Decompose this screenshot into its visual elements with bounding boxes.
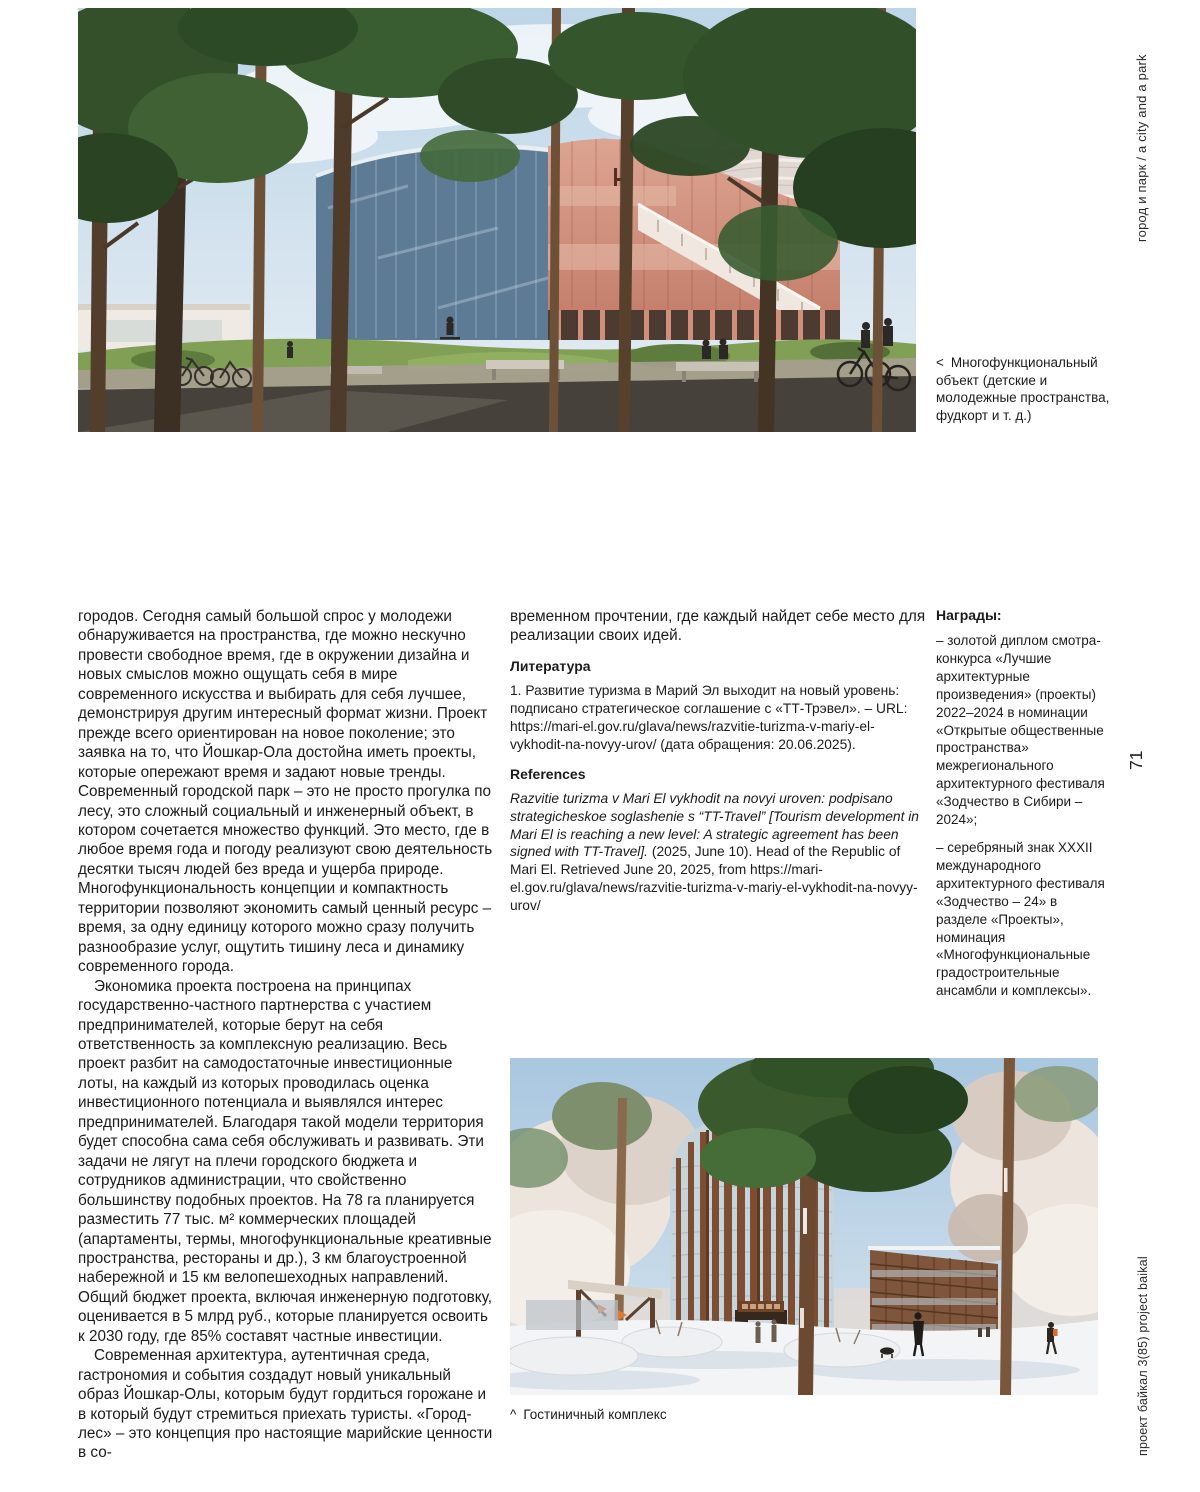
bottom-photo: [510, 1058, 1098, 1395]
journal-imprint-vertical: проект байкал 3(85) project baikal: [1136, 1256, 1150, 1456]
awards-column: [936, 607, 1112, 1010]
article-paragraph: городов. Сегодня самый большой спрос у молодежи обнаруживается на пространства, где можно нескучно провести свободное время, где в окружении дизайна и новых смыслов можно ощущать себя в мире современного искусства и выбирать для себя лучшее, демонстрируя другим интересный формат жизни. Проект прежде всего ориентирован на новое поколение; это заявка на то, что Йошкар-Ола достойна иметь проекты, которые опережают время и задают новые тренды. Современный городской парк – это не просто прогулка по лесу, это сложный социальный и инженерный объект, в котором сочетается множество функций. Это место, где в любое время года и погоду реализуют свою деятельность десятки тысяч людей без вреда и ущерба природе. Многофункциональность концепции и компактность территории позволяют экономить самый ценный ресурс – время, за одну единицу которого можно сразу получить разнообразие услуг, ощутить тишину леса и динамику современного города.: [78, 608, 493, 976]
bottom-photo-caption: [510, 1406, 930, 1424]
page-number: 71: [1126, 750, 1146, 770]
article-paragraph: временном прочтении, где каждый найдет себе место для реализации своих идей.: [510, 608, 926, 645]
top-photo-illustration: [78, 8, 916, 432]
top-photo-caption-text: Многофункциональный объект (детские и молодежные пространства, фудкорт и т. д.): [936, 355, 1110, 423]
article-paragraph: Экономика проекта построена на принципах государственно-частного партнерства с участием предпринимателей, которые берут на себя ответственность за комплексную реализацию. Весь проект разбит на самодостаточные инвестиционные лоты, на каждый из которых проводилась оценка инвестиционного потенциала и выявлялся интерес предпринимателей. Благодаря такой модели территория будет способна сама себя обслуживать и развивать. Эти задачи не лягут на плечи городского бюджета и сотрудников администрации, что свойственно большинству подобных проектов. На 78 га планируется разместить 77 тыс. м² коммерческих площадей (апартаменты, термы, многофункциональные креативные пространства, рестораны и др.), 3 км благоустроенной набережной и 15 км велопешеходных направлений. Общий бюджет проекта, включая инженерную подготовку, оценивается в 5 млрд руб., которые планируется освоить к 2030 году, где 85% составят частные инвестиции.: [78, 977, 492, 1345]
reference-title-italic: Razvitie turizma v Mari El vykhodit na novyi uroven: podpisano strategicheskoe soglashenie s “TT-Travel” [Tourism development in Mari El is reaching a new level: A strategic agreement has been signed with TT-Travel].: [510, 791, 919, 860]
reference-item: [510, 790, 926, 915]
article-column-2: [510, 607, 926, 915]
literature-heading: Литература: [510, 657, 591, 674]
award-item: – золотой диплом смотра-конкурса «Лучшие архитектурные произведения» (проекты) 2022–2024 в номинации «Открытые общественные пространства» межрегионального архитектурного фестиваля «Зодчество в Сибири – 2024»;: [936, 633, 1105, 828]
top-photo: [78, 8, 916, 432]
caption-arrow-left-icon: <: [936, 355, 944, 370]
literature-item: 1. Развитие туризма в Марий Эл выходит на новый уровень: подписано стратегическое соглашение с «ТТ-Трэвел». – URL: https://mari-el.gov.ru/glava/news/razvitie-turizma-v-mariy-el-vykhodit-na-novyy-urov/ (дата обращения: 20.06.2025).: [510, 683, 908, 752]
section-rubric-vertical: город и парк / a city and a park: [1134, 54, 1149, 242]
award-item: – серебряный знак XXXII международного архитектурного фестиваля «Зодчество – 24» в разделе «Проекты», номинация «Многофункциональные градостроительные ансамбли и комплексы».: [936, 839, 1105, 999]
bottom-photo-caption-text: Гостиничный комплекс: [523, 1407, 667, 1422]
references-heading: References: [510, 765, 586, 782]
caption-arrow-up-icon: ^: [510, 1407, 517, 1422]
article-paragraph: Современная архитектура, аутентичная среда, гастрономия и события создадут новый уникальный образ Йошкар-Олы, которым будут гордиться горожане и в который будут стремиться приехать туристы. «Город-лес» – это концепция про настоящие марийские ценности в со-: [78, 1347, 493, 1462]
article-column-1: [78, 607, 494, 1463]
reference-source: (2025, June 10). Head of the Republic of Mari El. Retrieved June 20, 2025, from https://mari-el.gov.ru/glava/news/razvitie-turizma-v-mariy-el-vykhodit-na-novyy-urov/: [510, 844, 918, 913]
bottom-photo-illustration: [510, 1058, 1098, 1395]
top-photo-caption: [936, 354, 1112, 424]
awards-heading: Награды:: [936, 607, 1002, 623]
